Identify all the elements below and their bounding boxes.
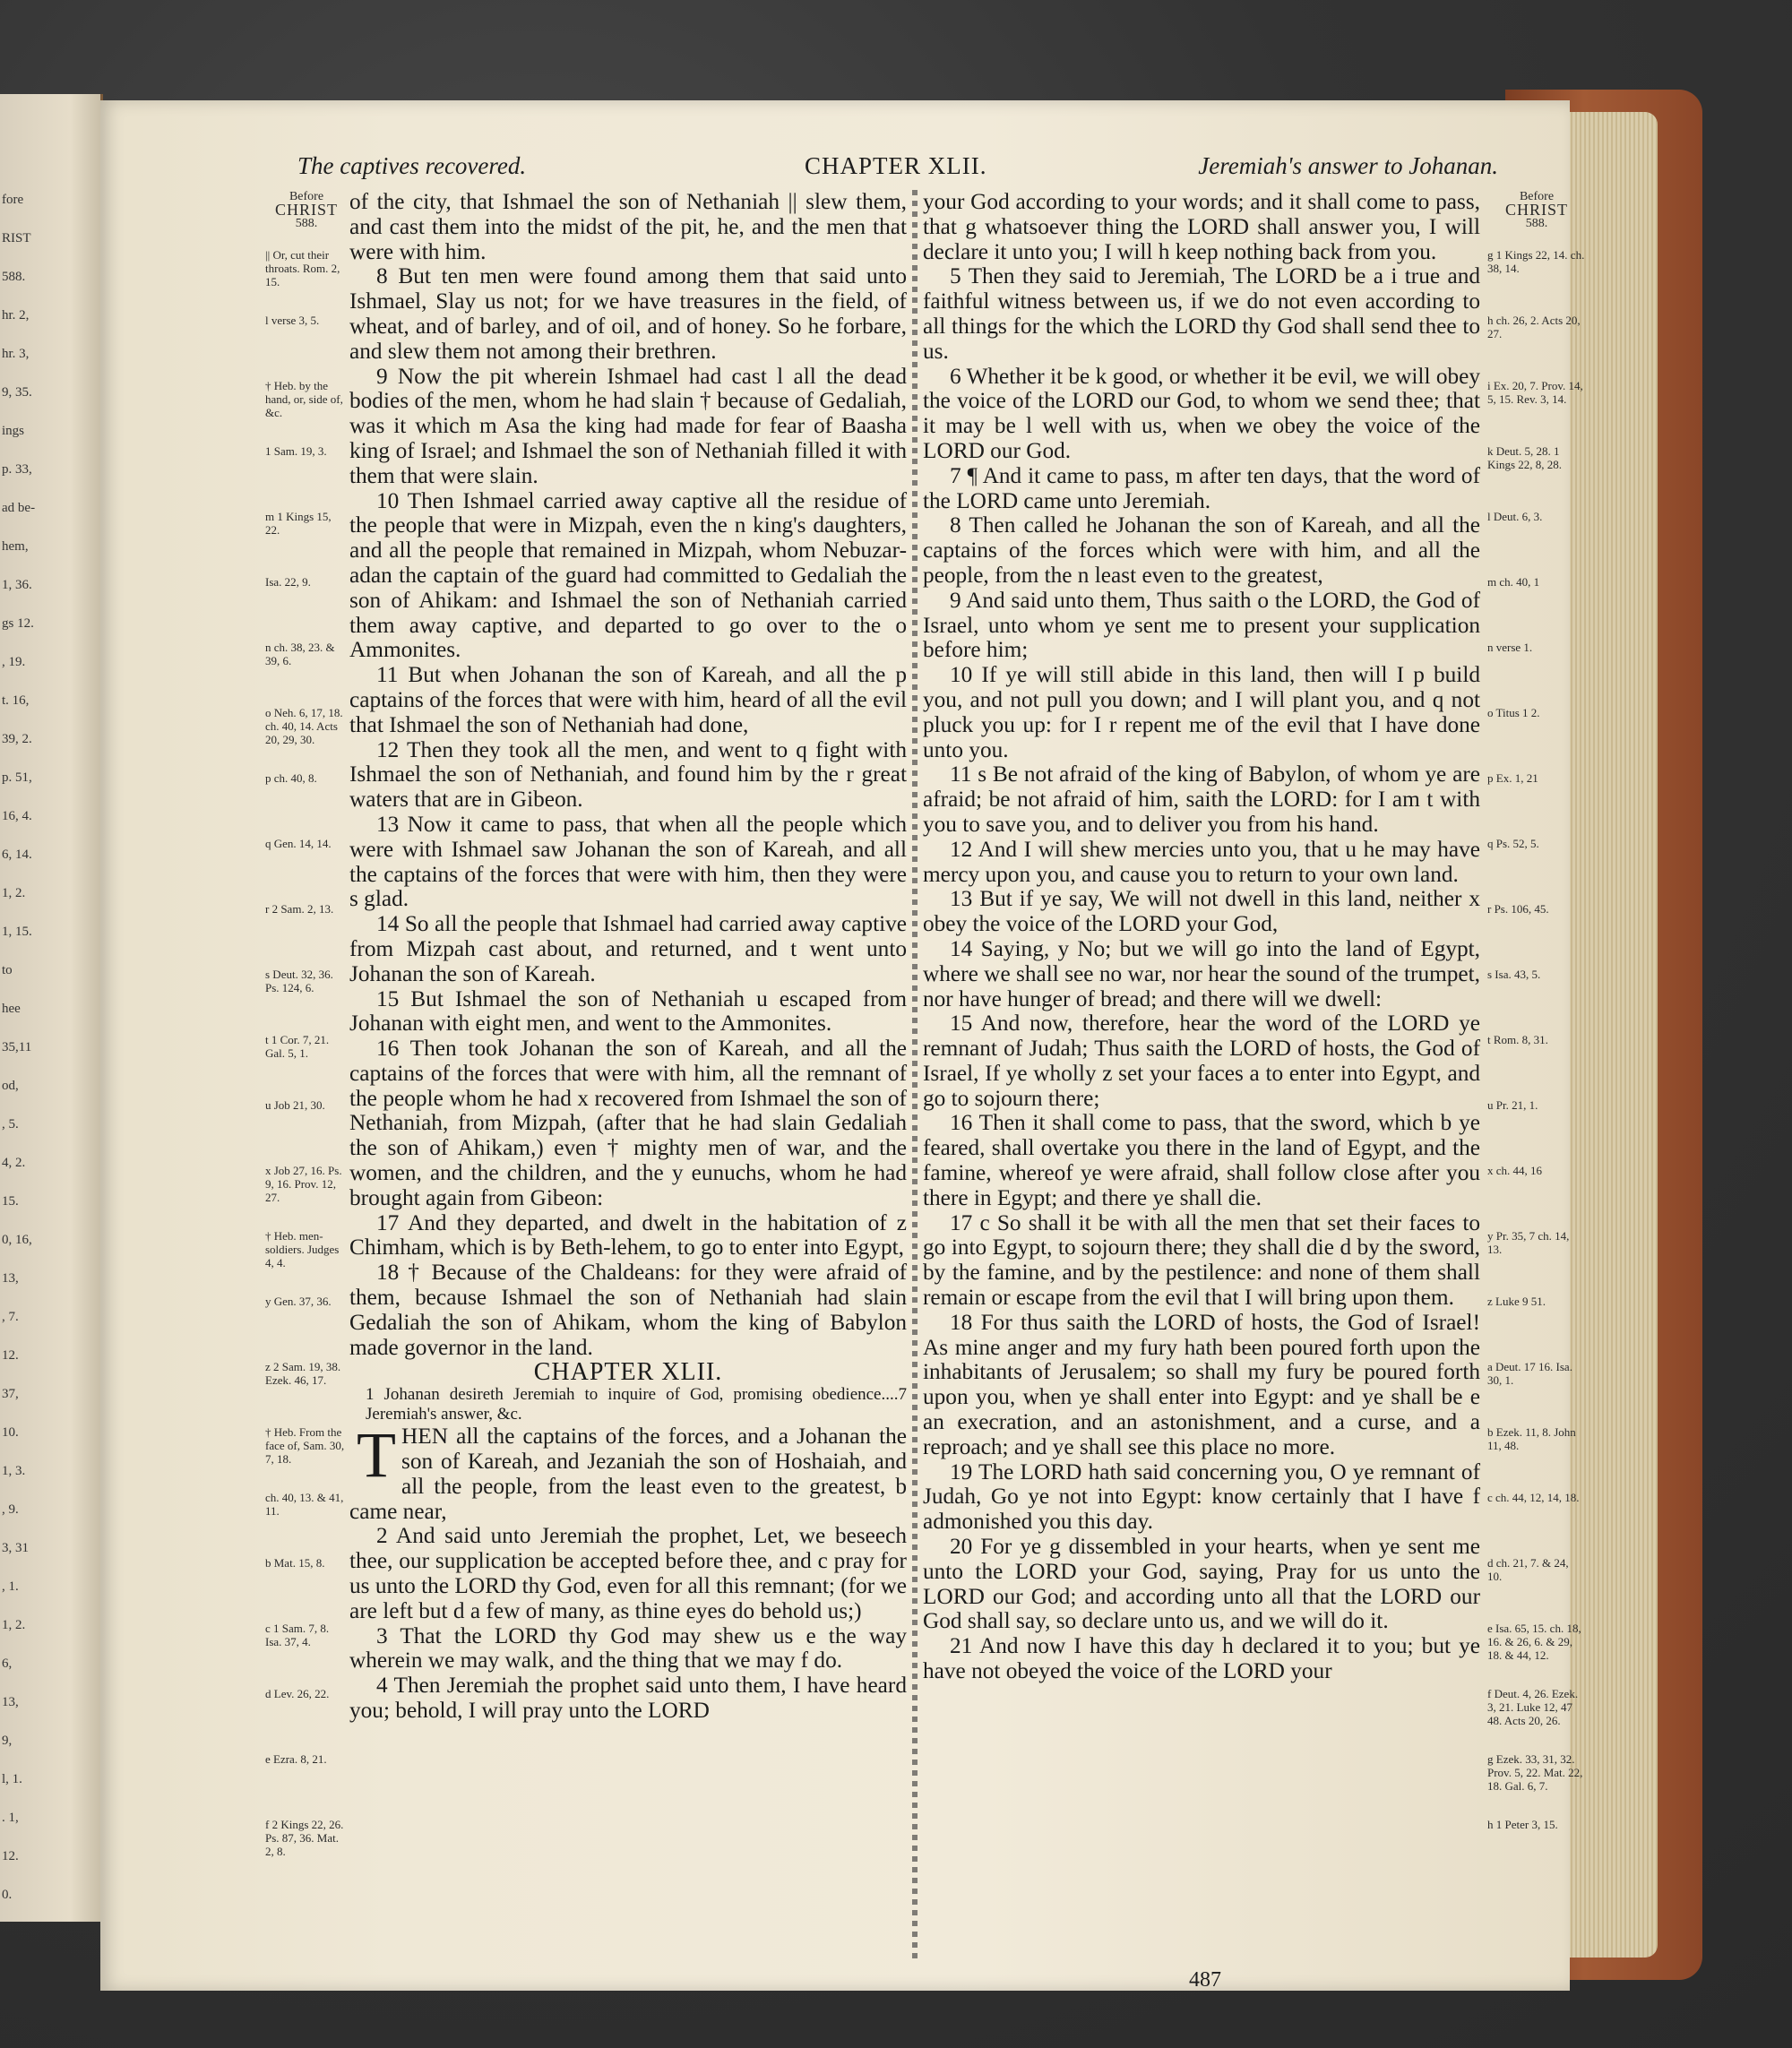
margin-reference: k Deut. 5, 28. 1 Kings 22, 8, 28. [1487, 444, 1563, 471]
left-page-fragment: , 1. [2, 1579, 19, 1594]
margin-reference: n verse 1. [1487, 641, 1533, 654]
page-number: 487 [1189, 1968, 1221, 1992]
left-page-fragment: gs 12. [2, 616, 34, 631]
margin-reference: † Heb. men-soldiers. Judges 4, 4. [265, 1229, 340, 1269]
verse-paragraph: 3 That the LORD thy God may shew us e the way wherein we may walk, and the thing that we may f do. [349, 1622, 907, 1674]
left-page-fragment: l, 1. [2, 1772, 22, 1786]
left-page-fragment: 1, 36. [2, 578, 32, 592]
left-page-fragment: 37, [2, 1387, 19, 1401]
margin-reference: o Neh. 6, 17, 18. ch. 40, 14. Acts 20, 29, 30. [265, 706, 343, 746]
book-page [100, 100, 1585, 1992]
left-page-fragment: to [2, 963, 13, 977]
verse-paragraph: 7 ¶ And it came to pass, m after ten days, that the word of the LORD came unto Jeremiah. [923, 462, 1480, 513]
left-page-fragment: , 7. [2, 1310, 19, 1324]
left-page-fragment: fore [2, 193, 24, 207]
margin-date [265, 190, 348, 230]
margin-reference: i Ex. 20, 7. Prov. 14, 5, 15. Rev. 3, 14. [1487, 379, 1583, 406]
verse-paragraph: 15 And now, therefore, hear the word of the LORD ye remnant of Judah; Thus saith the LORD of hosts, the God of Israel, If ye wholly z set your faces a to enter into Egypt, and go to sojourn there; [923, 1011, 1480, 1111]
left-page-fragment: hr. 2, [2, 308, 30, 323]
running-head [100, 152, 1570, 188]
left-page-fragment: 0, 16, [2, 1233, 32, 1247]
margin-reference: c ch. 44, 12, 14, 18. [1487, 1491, 1580, 1504]
margin-reference: u Job 21, 30. [265, 1098, 325, 1112]
verse-paragraph: 20 For ye g dissembled in your hearts, when ye sent me unto the LORD your God, saying, Pray for us unto the LORD our God; and according unto all that the LORD our God shall say, so declare unto us, and we will do it. [923, 1534, 1480, 1634]
left-page-fragment: 12. [2, 1348, 19, 1363]
left-paragraphs [349, 190, 907, 1360]
verse-paragraph: 11 But when Johanan the son of Kareah, and all the p captains of the forces that were with him, heard of all the evil that Ishmael the son of Nethaniah had done, [349, 662, 907, 737]
margin-reference: q Ps. 52, 5. [1487, 837, 1539, 850]
left-page-fragment: od, [2, 1079, 19, 1093]
verse-paragraph: 8 But ten men were found among them that said unto Ishmael, Slay us not; for we have treasures in the field, of wheat, and of barley, and of oil, and of honey. So he forbare, and slew them not among their brethren. [349, 263, 907, 364]
left-page-fragment: , 9. [2, 1502, 19, 1517]
margin-reference: 1 Sam. 19, 3. [265, 444, 327, 458]
left-page-fragment: 1, 2. [2, 1618, 26, 1632]
margin-reference: Isa. 22, 9. [265, 575, 311, 589]
margin-reference: d Lev. 26, 22. [265, 1687, 330, 1700]
margin-reference: s Isa. 43, 5. [1487, 968, 1541, 981]
verse-paragraph: of the city, that Ishmael the son of Nethaniah || slew them, and cast them into the midst of the pit, he, and the men that were with him. [349, 189, 907, 264]
verse-paragraph: 12 Then they took all the men, and went to q fight with Ishmael the son of Nethaniah, and found him by the r great waters that are in Gibeon. [349, 736, 907, 813]
verse-paragraph: 14 So all the people that Ishmael had carried away captive from Mizpah cast about, and returned, and t went unto Johanan the son of Kareah. [349, 911, 907, 986]
verse-paragraph: 11 s Be not afraid of the king of Babylon, of whom ye are afraid; be not afraid of him, saith the LORD: for I am t with you to save you, and to deliver you from his hand. [923, 762, 1480, 837]
right-margin-notes [1487, 190, 1586, 1831]
margin-reference: g Ezek. 33, 31, 32. Prov. 5, 22. Mat. 22, 18. Gal. 6, 7. [1487, 1752, 1583, 1793]
left-page-fragment: ings [2, 424, 25, 438]
margin-reference: t Rom. 8, 31. [1487, 1033, 1548, 1046]
margin-reference: e Isa. 65, 15. ch. 18, 16. & 26, 6. & 29, 18. & 44, 12. [1487, 1622, 1581, 1662]
chapter-heading: CHAPTER XLII. [533, 1358, 723, 1387]
margin-reference: a Deut. 17 16. Isa. 30, 1. [1487, 1360, 1572, 1387]
left-page-fragment: , 19. [2, 655, 26, 669]
margin-reference: f Deut. 4, 26. Ezek. 3, 21. Luke 12, 47 48. Acts 20, 26. [1487, 1687, 1579, 1727]
margin-reference: c 1 Sam. 7, 8. Isa. 37, 4. [265, 1622, 330, 1648]
left-page-fragment: 3, 31 [2, 1541, 29, 1555]
margin-reference: r Ps. 106, 45. [1487, 902, 1549, 916]
left-page-fragment: 6, 14. [2, 848, 32, 862]
verse-paragraph: 4 Then Jeremiah the prophet said unto them, I have heard you; behold, I will pray unto the LORD [349, 1673, 907, 1724]
left-page-fragment: 39, 2. [2, 732, 32, 746]
left-page-fragment: ad be- [2, 501, 36, 515]
verse-paragraph: 12 And I will shew mercies unto you, that u he may have mercy upon you, and cause you to return to your own land. [923, 836, 1480, 887]
before-label: Before [289, 190, 324, 203]
left-page-fragment: 1, 2. [2, 886, 26, 900]
margin-reference: x ch. 44, 16 [1487, 1164, 1543, 1177]
left-page-fragment: 9, [2, 1734, 13, 1748]
margin-reference: e Ezra. 8, 21. [265, 1752, 327, 1766]
left-page-fragment: RIST [2, 231, 31, 245]
margin-reference: † Heb. by the hand, or, side of, &c. [265, 379, 343, 419]
before-label-right: Before [1519, 190, 1555, 203]
year-label-right: 588. [1525, 217, 1548, 230]
left-margin-notes [265, 190, 348, 1858]
verse-paragraph: 15 But Ishmael the son of Nethaniah u escaped from Johanan with eight men, and went to the Ammonites. [349, 985, 907, 1037]
left-column [349, 190, 907, 1724]
margin-reference: h 1 Peter 3, 15. [1487, 1818, 1558, 1831]
verse-paragraph: 19 The LORD hath said concerning you, O ye remnant of Judah, Go ye not into Egypt: know certainly that I have f admonished you this day. [923, 1459, 1480, 1535]
left-page-fragment: p. 33, [2, 462, 32, 477]
verse-paragraph: 8 Then called he Johanan the son of Kareah, and all the captains of the forces which were with him, and all the people, from the n least even to the greatest, [923, 512, 1480, 588]
left-page-fragment: 10. [2, 1425, 19, 1440]
left-page-fragment: 15. [2, 1194, 19, 1209]
margin-reference: m 1 Kings 15, 22. [265, 510, 332, 537]
verse-paragraph: 10 Then Ishmael carried away captive all the residue of the people that were in Mizpah, even the n king's daughters, and all the people that remained in Mizpah, whom Nebuzar-adan the captain of the guard had committed to Gedaliah the son of Ahikam: and Ishmael the son of Nethaniah carried them away captive, and departed to go over to the o Ammonites. [349, 487, 907, 663]
margin-reference: o Titus 1 2. [1487, 706, 1540, 719]
left-page-fragment: 13, [2, 1695, 19, 1709]
verse-paragraph: 14 Saying, y No; but we will go into the land of Egypt, where we shall see no war, nor hear the sound of the trumpet, nor have hunger of bread; and there will we dwell: [923, 935, 1480, 1011]
margin-reference: t 1 Cor. 7, 21. Gal. 5, 1. [265, 1033, 330, 1060]
first-verse-text: HEN all the captains of the forces, and a Johanan the son of Kareah, and Jezaniah the son of Hoshaiah, and all the people, from the least even to the greatest, b came near, [349, 1424, 907, 1524]
drop-cap: T [357, 1419, 396, 1492]
margin-reference: m ch. 40, 1 [1487, 575, 1540, 589]
chapter-summary: 1 Johanan desireth Jeremiah to inquire of God, promising obedience....7 Jeremiah's answer, &c. [366, 1385, 907, 1424]
left-page-fragment: 35,11 [2, 1040, 32, 1054]
margin-reference: r 2 Sam. 2, 13. [265, 902, 334, 916]
margin-reference: g 1 Kings 22, 14. ch. 38, 14. [1487, 248, 1585, 275]
left-page-edge [0, 94, 103, 1922]
left-page-fragment: , 5. [2, 1117, 19, 1132]
margin-reference: d ch. 21, 7. & 24, 10. [1487, 1556, 1569, 1583]
margin-reference: h ch. 26, 2. Acts 20, 27. [1487, 314, 1581, 340]
verse-paragraph: 17 And they departed, and dwelt in the habitation of z Chimham, which is by Beth-lehem, to go to enter into Egypt, [349, 1209, 907, 1261]
first-verse [349, 1419, 907, 1524]
right-paragraphs [923, 190, 1480, 1684]
margin-reference: f 2 Kings 22, 26. Ps. 87, 36. Mat. 2, 8. [265, 1818, 344, 1858]
verse-paragraph: 16 Then took Johanan the son of Kareah, and all the captains of the forces that were with him, all the remnant of the people whom he had x recovered from Ishmael the son of Nethaniah, from Mizpah, (after that he had slain Gedaliah the son of Ahikam,) even † mighty men of war, and the women, and the children, and the y eunuchs, whom he had brought again from Gibeon: [349, 1036, 907, 1210]
margin-reference: y Pr. 35, 7 ch. 14, 13. [1487, 1229, 1570, 1256]
margin-reference: l Deut. 6, 3. [1487, 510, 1543, 523]
year-label: 588. [295, 217, 318, 230]
verse-paragraph: 13 But if ye say, We will not dwell in this land, neither x obey the voice of the LORD your God, [923, 886, 1480, 937]
left-page-fragment: 16, 4. [2, 809, 32, 823]
column-divider [912, 190, 918, 1964]
margin-reference: s Deut. 32, 36. Ps. 124, 6. [265, 968, 333, 994]
verse-paragraph: 18 † Because of the Chaldeans: for they were afraid of them, because Ishmael the son of Nethaniah had slain Gedaliah the son of Ahikam, whom the king of Babylon made governor in the land. [349, 1260, 907, 1360]
verse-paragraph: 10 If ye will still abide in this land, then will I p build you, and not pull you down; and I will plant you, and q not pluck you up: for I r repent me of the evil that I have done unto you. [923, 662, 1480, 762]
running-head-center: CHAPTER XLII. [805, 152, 987, 179]
verse-paragraph: 16 Then it shall come to pass, that the sword, which b ye feared, shall overtake you there in the land of Egypt, and the famine, whereof ye were afraid, shall follow close after you there in Egypt; and there ye shall die. [923, 1110, 1480, 1210]
margin-reference: || Or, cut their throats. Rom. 2, 15. [265, 248, 340, 288]
verse-paragraph: 17 c So shall it be with all the men that set their faces to go into Egypt, to sojourn there; they shall die d by the sword, by the famine, and by the pestilence: and none of them shall remain or escape from the evil that I will bring upon them. [923, 1209, 1480, 1311]
left-page-fragment: 13, [2, 1271, 19, 1286]
left-page-fragment: 12. [2, 1849, 19, 1863]
verse-paragraph: 6 Whether it be k good, or whether it be evil, we will obey the voice of the LORD our God, to whom we send thee; that it may be l well with us, when we obey the voice of the LORD our God. [923, 363, 1480, 463]
left-page-fragment: 588. [2, 270, 26, 284]
left-page-fragment: 1, 3. [2, 1464, 26, 1478]
margin-date-right [1487, 190, 1586, 230]
margin-reference: z 2 Sam. 19, 38. Ezek. 46, 17. [265, 1360, 341, 1387]
margin-reference: p Ex. 1, 21 [1487, 771, 1538, 785]
verse-paragraph: 13 Now it came to pass, that when all the people which were with Ishmael saw Johanan the son of Kareah, and all the captains of the forces that were with him, then they were s glad. [349, 811, 907, 912]
margin-reference: b Mat. 15, 8. [265, 1556, 325, 1570]
left-page-fragment: 1, 15. [2, 925, 32, 939]
left-page-fragment: hem, [2, 539, 29, 554]
margin-reference: x Job 27, 16. Ps. 9, 16. Prov. 12, 27. [265, 1164, 342, 1204]
left-page-fragment: 0. [2, 1888, 13, 1902]
margin-reference: z Luke 9 51. [1487, 1295, 1546, 1308]
margin-reference: l verse 3, 5. [265, 314, 320, 327]
christ-label: CHRIST [274, 201, 338, 219]
left-page-fragment: 6, [2, 1656, 13, 1671]
right-column [923, 190, 1480, 1684]
left-paragraphs-2 [349, 1524, 907, 1723]
margin-reference: n ch. 38, 23. & 39, 6. [265, 641, 335, 667]
margin-reference: † Heb. From the face of, Sam. 30, 7, 18. [265, 1425, 345, 1466]
left-page-fragment: . 1, [2, 1811, 19, 1825]
left-page-fragment: t. 16, [2, 693, 30, 708]
verse-paragraph: your God according to your words; and it shall come to pass, that g whatsoever thing the LORD shall answer you, I will declare it unto you; I will h keep nothing back from you. [923, 189, 1480, 264]
left-page-fragment: hee [2, 1002, 21, 1016]
margin-reference: y Gen. 37, 36. [265, 1295, 332, 1308]
christ-label-right: CHRIST [1504, 201, 1568, 219]
margin-reference: b Ezek. 11, 8. John 11, 48. [1487, 1425, 1576, 1452]
verse-paragraph: 9 And said unto them, Thus saith o the LORD, the God of Israel, unto whom ye sent me to present your supplication before him; [923, 587, 1480, 663]
margin-reference: ch. 40, 13. & 41, 11. [265, 1491, 344, 1518]
verse-paragraph: 5 Then they said to Jeremiah, The LORD be a i true and faithful witness between us, if we do not even according to all things for the which the LORD thy God shall send thee to us. [923, 263, 1480, 364]
running-head-left: The captives recovered. [297, 152, 527, 179]
verse-paragraph: 2 And said unto Jeremiah the prophet, Let, we beseech thee, our supplication be accepted before thee, and c pray for us unto the LORD thy God, even for all this remnant; (for we are left but d a few of many, as thine eyes do behold us;) [349, 1523, 907, 1623]
verse-paragraph: 9 Now the pit wherein Ishmael had cast l all the dead bodies of the men, whom he had slain † because of Gedaliah, was it which m Asa the king had made for fear of Baasha king of Israel; and Ishmael the son of Nethaniah filled it with them that were slain. [349, 363, 907, 488]
margin-reference: u Pr. 21, 1. [1487, 1098, 1538, 1112]
left-page-fragment: p. 51, [2, 770, 32, 785]
left-page-fragment: 9, 35. [2, 385, 32, 400]
running-head-right: Jeremiah's answer to Johanan. [1198, 152, 1498, 179]
left-page-fragment: hr. 3, [2, 347, 30, 361]
margin-reference: p ch. 40, 8. [265, 771, 317, 785]
verse-paragraph: 21 And now I have this day h declared it to you; but ye have not obeyed the voice of the LORD your [923, 1633, 1480, 1684]
margin-reference: q Gen. 14, 14. [265, 837, 332, 850]
left-page-fragment: 4, 2. [2, 1156, 26, 1170]
verse-paragraph: 18 For thus saith the LORD of hosts, the God of Israel! As mine anger and my fury hath been poured forth upon the inhabitants of Jerusalem; so shall my fury be poured forth upon you, when ye shall enter into Egypt: and ye shall be e an execration, and an astonishment, and a curse, and a reproach; and ye shall see this place no more. [923, 1309, 1480, 1459]
